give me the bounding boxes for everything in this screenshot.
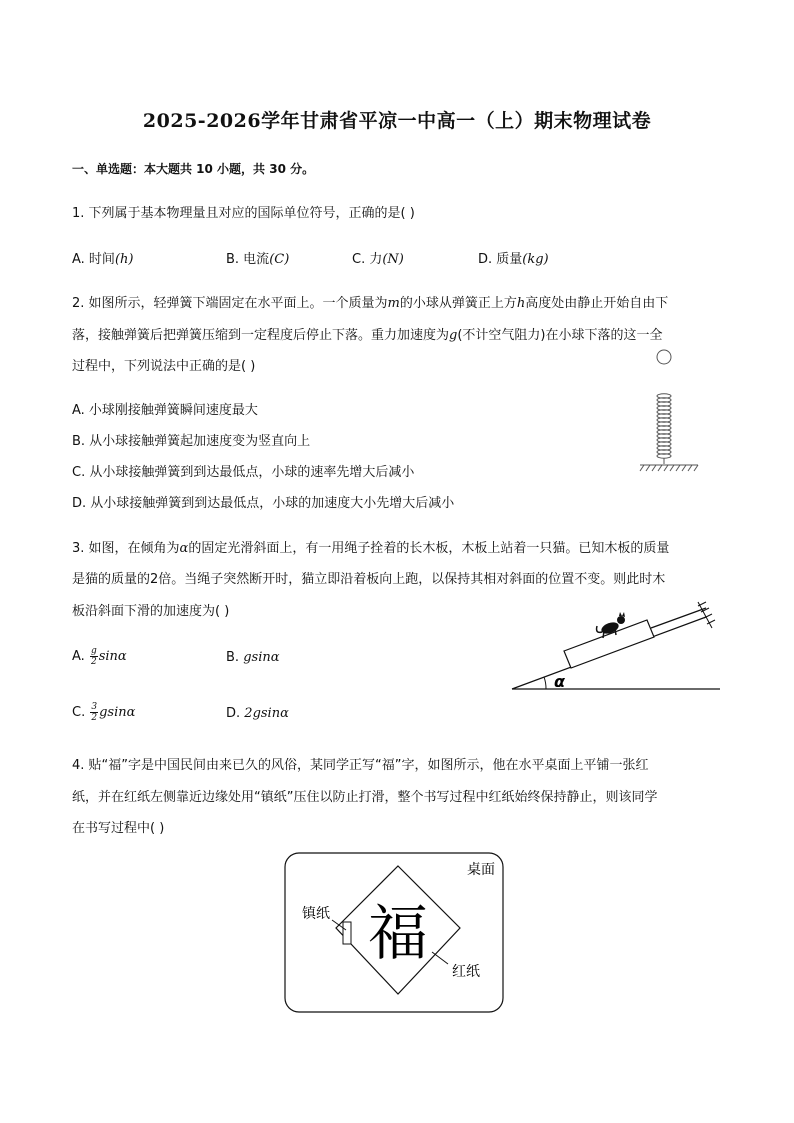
wall-hatch (698, 602, 715, 628)
q1-option-c: C. 力(N) (352, 252, 404, 267)
q1-stem: 1. 下列属于基本物理量且对应的国际单位符号，正确的是( ) (72, 206, 415, 221)
q3-option-c: C. $\frac{3}{2}$ gsinα (72, 702, 136, 723)
page-title: 2025-2026学年甘肃省平凉一中高一（上）期末物理试卷 (142, 110, 652, 132)
weight-label: 镇纸 (302, 906, 330, 922)
q3-stem-line1: 3. 如图，在倾角为α的固定光滑斜面上，有一用绳子拴着的长木板，木板上站着一只猫。已知木板的质量 (72, 541, 670, 556)
q4-stem-line3: 在书写过程中( ) (72, 821, 165, 836)
q2-option-d: D. 从小球接触弹簧到到达最低点，小球的加速度大小先增大后减小 (72, 496, 455, 511)
fu-paper-figure (280, 850, 510, 1014)
q3-stem-line2: 是猫的质量的2倍。当绳子突然断开时，猫立即沿着板向上跑，以保持其相对斜面的位置不变。则此时木 (72, 572, 666, 587)
angle-label: α (554, 672, 565, 691)
paper-weight (343, 922, 351, 944)
q3-option-b: B. gsinα (226, 650, 280, 665)
desk-label: 桌面 (467, 862, 495, 878)
section-heading: 一、单选题：本大题共 10 小题，共 30 分。 (72, 162, 315, 176)
ground (640, 465, 698, 471)
q2-stem-line3: 过程中，下列说法中正确的是( ) (72, 359, 256, 374)
q2-option-a: A. 小球刚接触弹簧瞬间速度最大 (72, 403, 258, 418)
q4-stem-line2: 纸，并在红纸左侧靠近边缘处用“镇纸”压住以防止打滑，整个书写过程中红纸始终保持静止，则该同学 (72, 790, 658, 805)
q2-option-c: C. 从小球接触弹簧到到达最低点，小球的速率先增大后减小 (72, 465, 415, 480)
fu-character: 福 (368, 899, 428, 969)
rope (651, 608, 706, 628)
q1-option-b: B. 电流(C) (226, 252, 290, 267)
incline-figure (506, 598, 726, 698)
q2-stem-line1: 2. 如图所示，轻弹簧下端固定在水平面上。一个质量为m的小球从弹簧正上方h高度处由静止开始自由下 (72, 296, 669, 311)
q1-option-d: D. 质量(kg) (478, 252, 549, 267)
q3-stem-line3: 板沿斜面下滑的加速度为( ) (72, 604, 230, 619)
ball (657, 350, 671, 364)
spring-ball-figure (636, 344, 702, 476)
q3-option-d: D. 2gsinα (226, 706, 289, 721)
angle-arc (544, 677, 546, 689)
q3-option-a: A. $\frac{g}{2}$ sinα (72, 646, 127, 667)
q1-option-a: A. 时间(h) (72, 252, 134, 267)
q2-option-b: B. 从小球接触弹簧起加速度变为竖直向上 (72, 434, 311, 449)
paper-label: 红纸 (452, 964, 480, 980)
q2-stem-line2: 落，接触弹簧后把弹簧压缩到一定程度后停止下落。重力加速度为g(不计空气阻力)在小球下落的这一全 (72, 328, 663, 343)
spring (657, 394, 671, 464)
q4-stem-line1: 4. 贴“福”字是中国民间由来已久的风俗，某同学正写“福”字，如图所示，他在水平桌面上平铺一张红 (72, 758, 649, 773)
